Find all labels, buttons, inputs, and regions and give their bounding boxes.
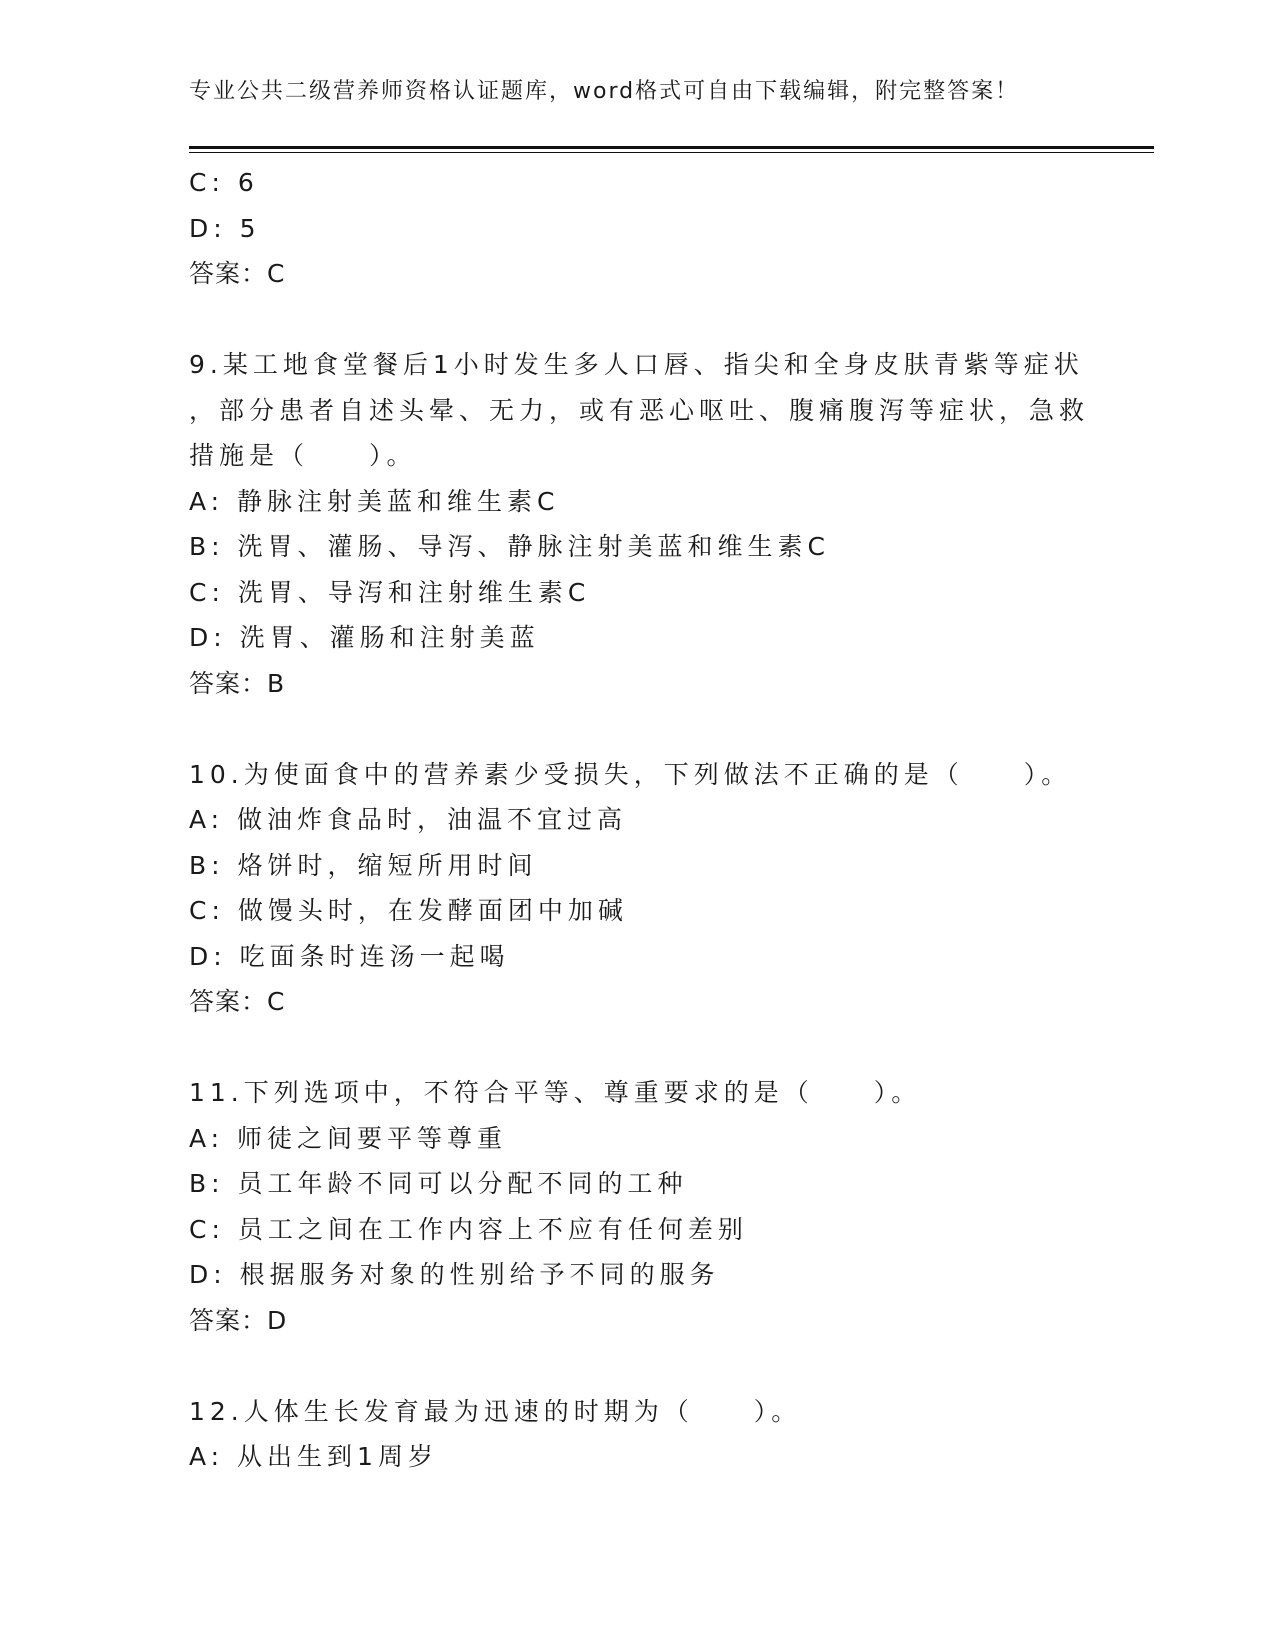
option-a: A: 从出生到1周岁 [189,1442,438,1471]
answer-line: 答案：B [189,668,286,698]
answer-line: 答案：C [189,259,286,288]
option-d: D: 洗胃、灌肠和注射美蓝 [189,623,540,652]
option-c: C: 员工之间在工作内容上不应有任何差别 [189,1214,748,1244]
option-c: C: 6 [189,168,259,197]
question-stem-line: 11.下列选项中，不符合平等、尊重要求的是（ ）。 [189,1078,922,1107]
option-c: C: 做馒头时，在发酵面团中加碱 [189,896,628,925]
question-stem-line: ，部分患者自述头晕、无力，或有恶心呕吐、腹痛腹泻等症状，急救 [189,395,1090,425]
question-stem-line: 12.人体生长发育最为迅速的时期为（ ）。 [189,1396,802,1426]
question-12 [189,1389,1154,1480]
header-rule-thick [189,146,1154,149]
question-9 [189,342,1154,706]
option-d: D: 吃面条时连汤一起喝 [189,941,510,971]
answer-line: 答案：D [189,1305,288,1335]
question-content [189,160,1154,1480]
spacer [189,1025,1154,1071]
option-d: D: 根据服务对象的性别给予不同的服务 [189,1260,720,1289]
option-d: D: 5 [189,213,261,243]
question-stem-line: 措施是（ ）。 [189,441,417,470]
answer-line: 答案：C [189,987,286,1016]
option-b: B: 烙饼时，缩短所用时间 [189,850,538,880]
option-a: A: 静脉注射美蓝和维生素C [189,486,560,516]
prev-question-block [189,160,1154,297]
option-a: A: 做油炸食品时，油温不宜过高 [189,805,628,834]
option-b: B: 洗胃、灌肠、导泻、静脉注射美蓝和维生素C [189,532,830,561]
option-b: B: 员工年龄不同可以分配不同的工种 [189,1169,688,1198]
spacer [189,706,1154,752]
spacer [189,1343,1154,1389]
question-stem-line: 10.为使面食中的营养素少受损失，下列做法不正确的是（ ）。 [189,759,1072,789]
spacer [189,297,1154,343]
question-stem-line: 9.某工地食堂餐后1小时发生多人口唇、指尖和全身皮肤青紫等症状 [189,350,1084,379]
option-a: A: 师徒之间要平等尊重 [189,1123,508,1153]
question-10 [189,752,1154,1025]
header-rule-thin [189,152,1154,153]
page-header: 专业公共二级营养师资格认证题库，word格式可自由下载编辑，附完整答案！ [189,79,1020,104]
question-11 [189,1070,1154,1343]
option-c: C: 洗胃、导泻和注射维生素C [189,577,591,607]
